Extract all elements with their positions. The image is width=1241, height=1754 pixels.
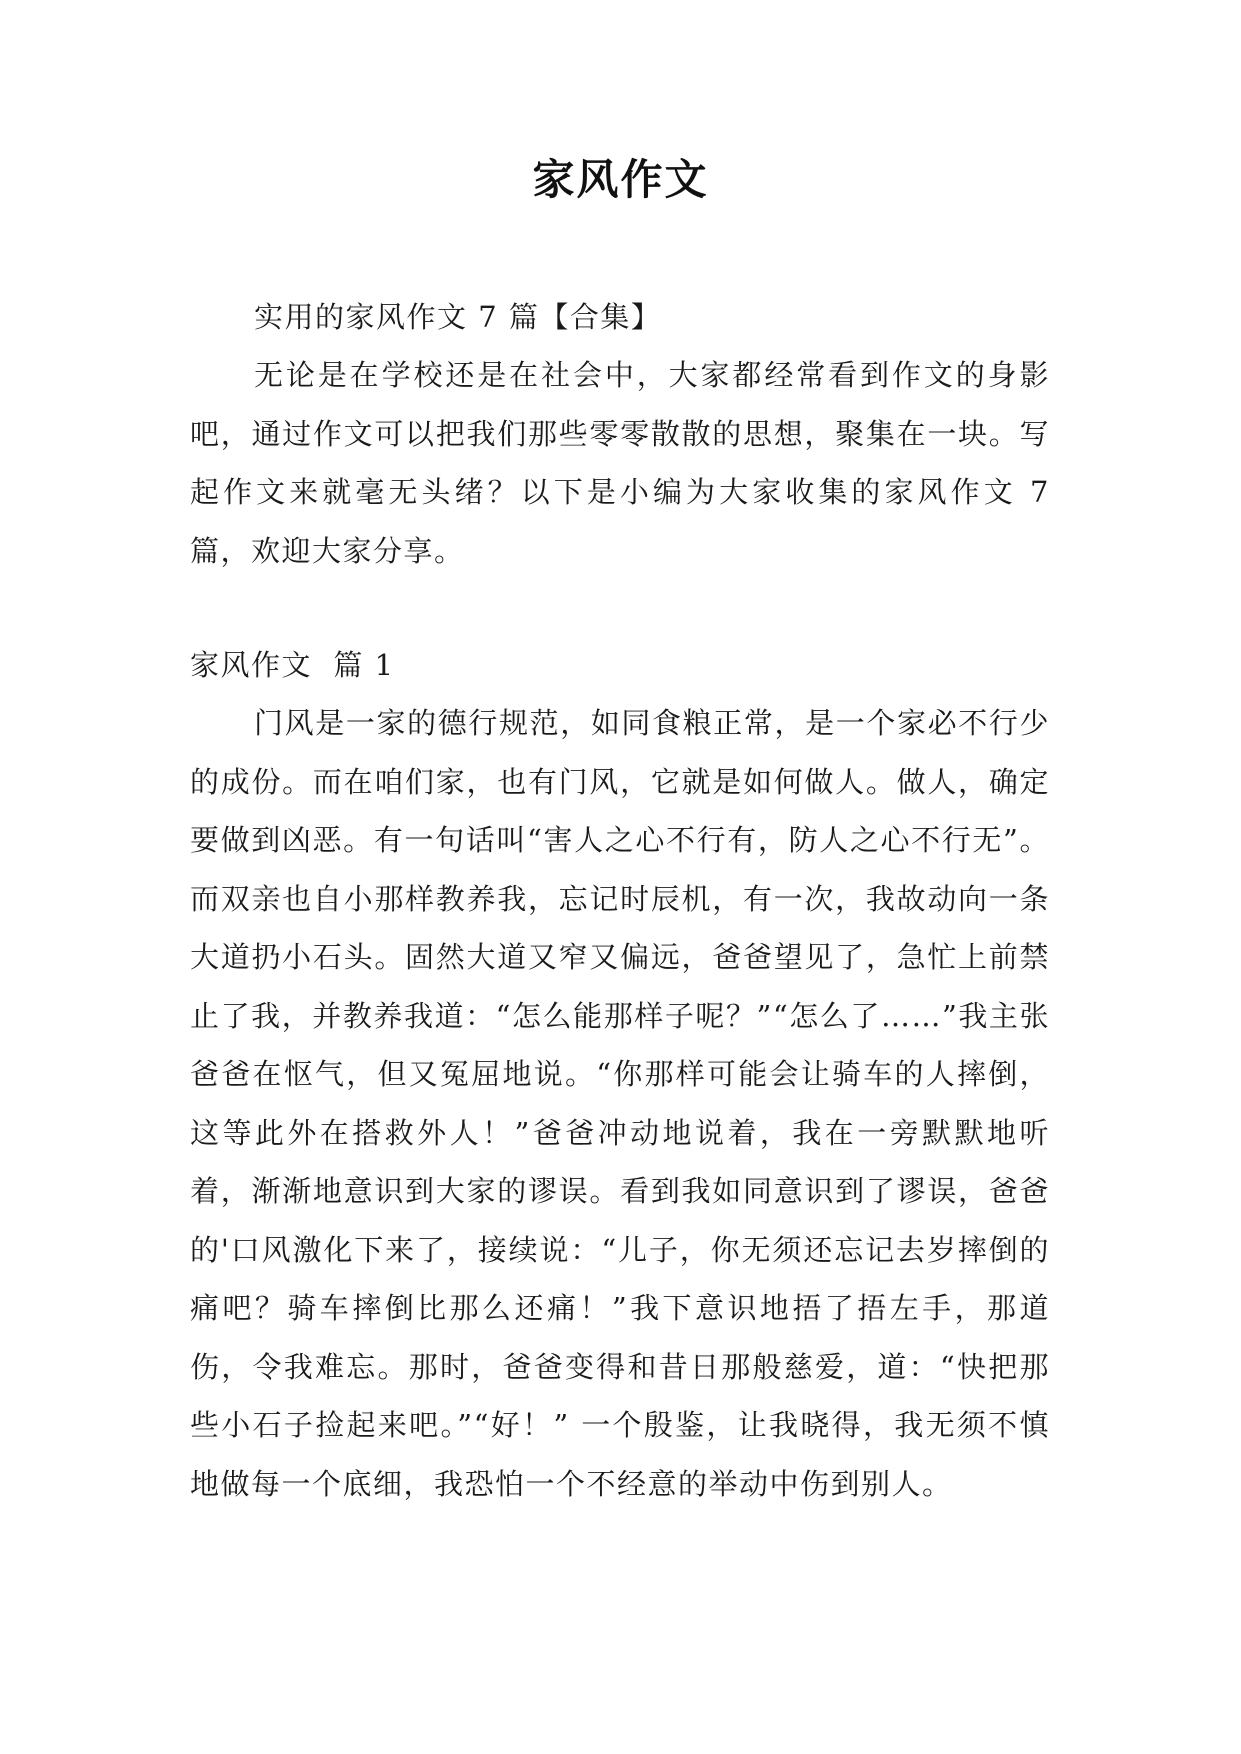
document-title: 家风作文 xyxy=(532,155,709,204)
section-heading: 家风作文 篇 1 xyxy=(190,648,395,682)
section-paragraph: 门风是一家的德行规范，如同食粮正常，是一个家必不行少的成份。而在咱们家，也有门风，它就是如何做人。做人，确定要做到凶恶。有一句话叫“害人之心不行有，防人之心不行无”。而双亲也自小那样教养我，忘记时辰机，有一次，我故动向一条大道扔小石头。固然大道又窄又偏远，爸爸望见了，急忙上前禁止了我，并教养我道：“怎么能那样子呢？”“怎么了……”我主张爸爸在怄气，但又冤屈地说。“你那样可能会让骑车的人摔倒，这等此外在搭救外人！”爸爸冲动地说着，我在一旁默默地听着，渐渐地意识到大家的谬误。看到我如同意识到了谬误，爸爸的'口风激化下来了，接续说：“儿子，你无须还忘记去岁摔倒的痛吧？骑车摔倒比那么还痛！”我下意识地捂了捂左手，那道伤，令我难忘。那时，爸爸变得和昔日那般慈爱，道：“快把那些小石子捡起来吧。”“好！” 一个殷鉴，让我晓得，我无须不慎地做每一个底细，我恐怕一个不经意的举动中伤到别人。 xyxy=(190,706,1050,1501)
document-subtitle: 实用的家风作文 7 篇【合集】 xyxy=(254,300,662,334)
intro-paragraph: 无论是在学校还是在社会中，大家都经常看到作文的身影吧，通过作文可以把我们那些零零散散的思想，聚集在一块。写起作文来就毫无头绪？以下是小编为大家收集的家风作文 7 篇，欢迎大家分享。 xyxy=(190,358,1050,568)
